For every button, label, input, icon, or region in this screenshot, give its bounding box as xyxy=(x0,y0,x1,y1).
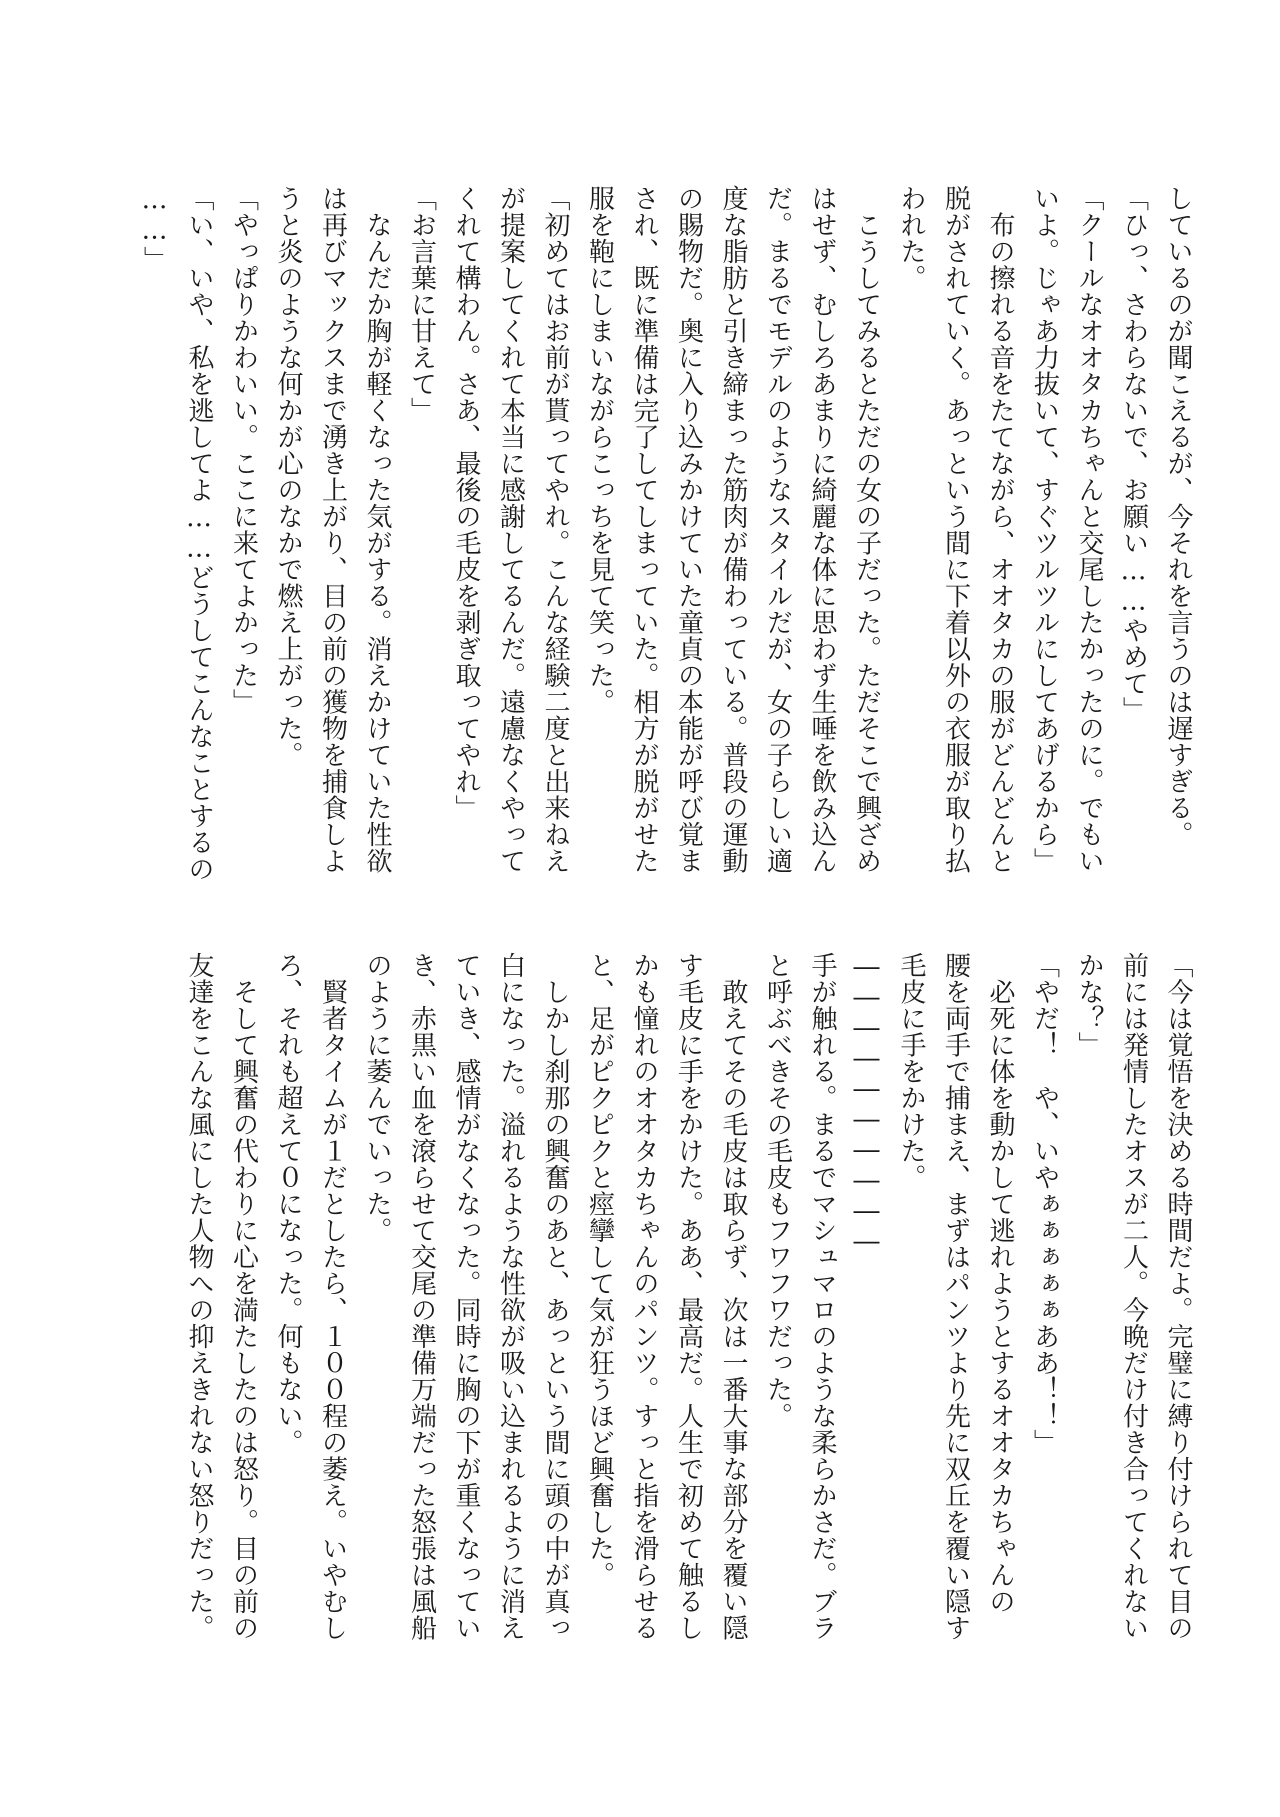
text-line: す毛皮に手をかけた。ああ、最高だ。人生で初めて触るし xyxy=(673,952,704,1641)
text-line: しているのが聞こえるが、今それを言うのは遅すぎる。 xyxy=(1163,185,1193,848)
text-line: 「今は覚悟を決める時間だよ。完璧に縛り付けられて目の xyxy=(1163,952,1193,1641)
text-line: なんだか胸が軽くなった気がする。消えかけていた性欲 xyxy=(362,185,392,874)
upper-text-block xyxy=(140,185,1200,885)
text-line: ろ、それも超えて０になった。何もない。 xyxy=(273,952,303,1456)
text-line: 「クールなオオタカちゃんと交尾したかったのに。でもい xyxy=(1074,185,1104,874)
text-line: 毛皮に手をかけた。 xyxy=(896,952,926,1191)
text-line: 前には発情したオスが二人。今晩だけ付き合ってくれない xyxy=(1118,952,1149,1641)
text-line: 白になった。溢れるような性欲が吸い込まれるように消え xyxy=(495,952,526,1641)
text-line: だ。まるでモデルのようなスタイルだが、女の子らしい適 xyxy=(762,185,793,874)
lower-text-block xyxy=(140,952,1200,1652)
text-line: と呼ぶべきその毛皮もフワフワだった。 xyxy=(762,952,793,1429)
text-line: かも憧れのオオタカちゃんのパンツ。すっと指を滑らせる xyxy=(629,952,659,1641)
text-line: くれて構わん。さあ、最後の毛皮を剥ぎ取ってやれ」 xyxy=(451,185,481,821)
text-line: 手が触れる。まるでマシュマロのような柔らかさだ。ブラ xyxy=(807,952,837,1641)
text-line: 脱がされていく。あっという間に下着以外の衣服が取り払 xyxy=(940,185,971,874)
text-line: ていき、感情がなくなった。同時に胸の下が重くなってい xyxy=(451,952,481,1641)
text-line: 「ひっ、さわらないで、お願い……やめて」 xyxy=(1118,185,1149,723)
text-line: 「やっぱりかわいい。ここに来てよかった」 xyxy=(228,185,259,715)
text-line: の賜物だ。奥に入り込みかけていた童貞の本能が呼び覚ま xyxy=(673,185,704,874)
text-line: 「お言葉に甘えて」 xyxy=(406,185,437,424)
text-line: き、赤黒い血を滾らせて交尾の準備万端だった怒張は風船 xyxy=(406,952,437,1641)
text-line: 度な脂肪と引き締まった筋肉が備わっている。普段の運動 xyxy=(718,185,748,874)
text-line: と、足がピクピクと痙攣して気が狂うほど興奮した。 xyxy=(584,952,615,1588)
text-line: のように萎んでいった。 xyxy=(362,952,392,1244)
text-line: 布の擦れる音をたてながら、オオタカの服がどんどんと xyxy=(985,185,1015,874)
text-line: かな？」 xyxy=(1074,952,1104,1058)
text-line: 「初めてはお前が貰ってやれ。こんな経験二度と出来ねえ xyxy=(540,185,570,874)
text-line: いよ。じゃあ力抜いて、すぐツルツルにしてあげるから」 xyxy=(1029,185,1060,874)
text-line: 「やだ！ や、いやぁぁぁぁぁああ！！」 xyxy=(1029,952,1060,1456)
text-line: 賢者タイムが１だとしたら、１００程の萎え。いやむし xyxy=(317,952,348,1641)
text-line: はせず、むしろあまりに綺麗な体に思わず生唾を飲み込ん xyxy=(807,185,837,874)
text-line: され、既に準備は完了してしまっていた。相方が脱がせた xyxy=(629,185,659,874)
text-line: 服を鞄にしまいながらこっちを見て笑った。 xyxy=(584,185,615,715)
text-line: ……」 xyxy=(140,185,170,273)
text-line: われた。 xyxy=(896,185,926,291)
section-break: ―――――――――― xyxy=(851,952,882,1257)
text-line: こうしてみるとただの女の子だった。ただそこで興ざめ xyxy=(851,185,882,874)
text-line: が提案してくれて本当に感謝してるんだ。遠慮なくやって xyxy=(495,185,526,874)
text-line: 敢えてその毛皮は取らず、次は一番大事な部分を覆い隠 xyxy=(718,952,748,1641)
text-line: 「い、いや、私を逃してよ……どうしてこんなことするの xyxy=(184,185,214,882)
text-line: は再びマックスまで湧き上がり、目の前の獲物を捕食しよ xyxy=(317,185,348,874)
text-line: しかし刹那の興奮のあと、あっという間に頭の中が真っ xyxy=(540,952,570,1641)
text-line: そして興奮の代わりに心を満たしたのは怒り。目の前の xyxy=(228,952,259,1641)
text-line: うと炎のような何かが心のなかで燃え上がった。 xyxy=(273,185,303,768)
text-line: 友達をこんな風にした人物への抑えきれない怒りだった。 xyxy=(184,952,214,1641)
text-line: 腰を両手で捕まえ、まずはパンツより先に双丘を覆い隠す xyxy=(940,952,971,1641)
text-line: 必死に体を動かして逃れようとするオオタカちゃんの xyxy=(985,952,1015,1615)
